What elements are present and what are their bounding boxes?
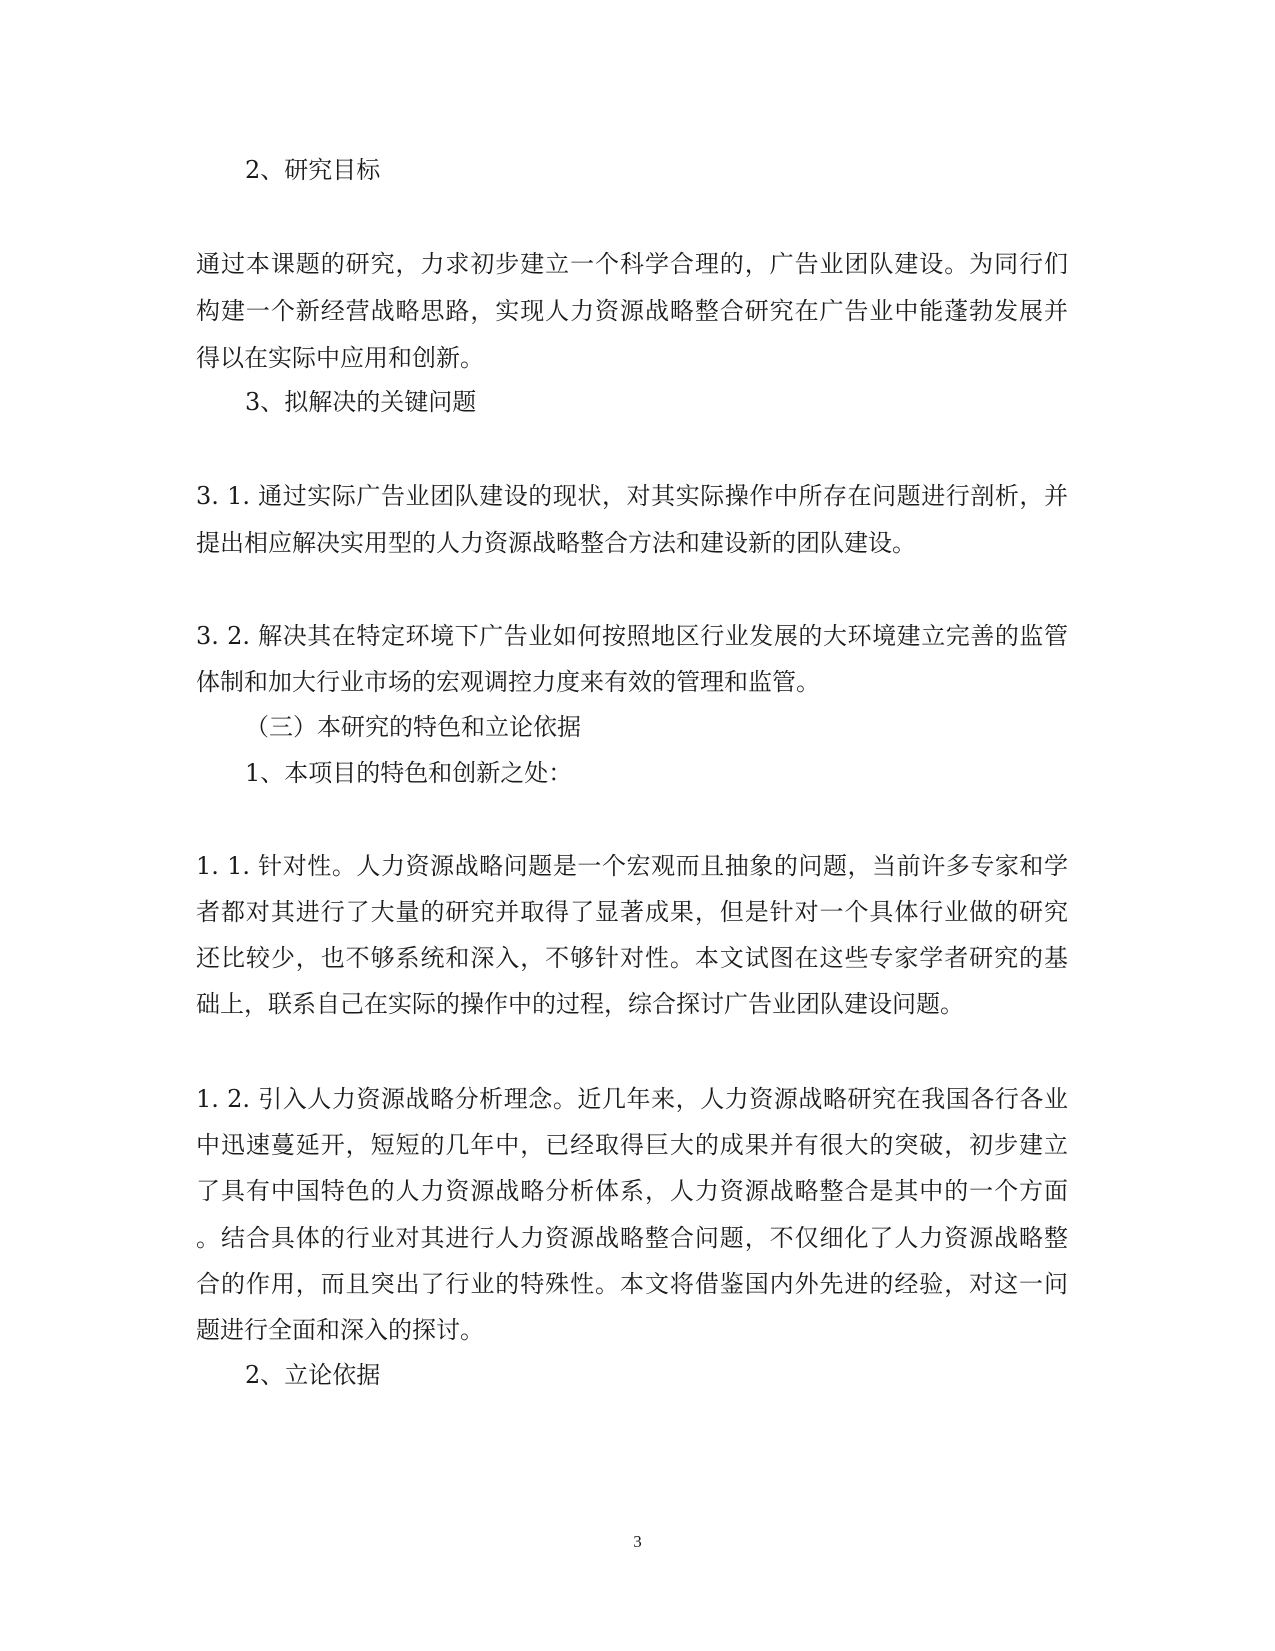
paragraph-line: 3. 2. 解决其在特定环境下广告业如何按照地区行业发展的大环境建立完善的监管 xyxy=(196,622,1068,650)
paragraph-line: 础上，联系自己在实际的操作中的过程，综合探讨广告业团队建设问题。 xyxy=(196,990,964,1018)
section-heading-innovations: 1、本项目的特色和创新之处： xyxy=(245,759,573,787)
paragraph-line: 了具有中国特色的人力资源战略分析体系，人力资源战略整合是其中的一个方面 xyxy=(196,1177,1068,1205)
section-heading-features-basis: （三）本研究的特色和立论依据 xyxy=(245,713,581,741)
paragraph-line: 者都对其进行了大量的研究并取得了显著成果，但是针对一个具体行业做的研究 xyxy=(196,898,1068,926)
paragraph-line: 构建一个新经营战略思路，实现人力资源战略整合研究在广告业中能蓬勃发展并 xyxy=(196,297,1068,325)
paragraph-line: 。结合具体的行业对其进行人力资源战略整合问题，不仅细化了人力资源战略整 xyxy=(196,1224,1068,1252)
paragraph-line: 通过本课题的研究，力求初步建立一个科学合理的，广告业团队建设。为同行们 xyxy=(196,250,1068,278)
paragraph-line: 得以在实际中应用和创新。 xyxy=(196,344,484,372)
section-heading-research-goal: 2、研究目标 xyxy=(245,156,381,184)
paragraph-line: 中迅速蔓延开，短短的几年中，已经取得巨大的成果并有很大的突破，初步建立 xyxy=(196,1131,1068,1159)
section-heading-basis: 2、立论依据 xyxy=(245,1361,381,1389)
page-number: 3 xyxy=(633,1532,642,1551)
paragraph-line: 1. 2. 引入人力资源战略分析理念。近几年来，人力资源战略研究在我国各行各业 xyxy=(196,1085,1068,1113)
paragraph-line: 题进行全面和深入的探讨。 xyxy=(196,1316,484,1344)
section-heading-key-problems: 3、拟解决的关键问题 xyxy=(245,388,477,416)
paragraph-line: 3. 1. 通过实际广告业团队建设的现状，对其实际操作中所存在问题进行剖析，并 xyxy=(196,482,1068,510)
paragraph-line: 1. 1. 针对性。人力资源战略问题是一个宏观而且抽象的问题，当前许多专家和学 xyxy=(196,852,1068,880)
paragraph-line: 还比较少，也不够系统和深入，不够针对性。本文试图在这些专家学者研究的基 xyxy=(196,944,1068,972)
paragraph-line: 合的作用，而且突出了行业的特殊性。本文将借鉴国内外先进的经验，对这一问 xyxy=(196,1270,1068,1298)
paragraph-line: 提出相应解决实用型的人力资源战略整合方法和建设新的团队建设。 xyxy=(196,529,916,557)
paragraph-line: 体制和加大行业市场的宏观调控力度来有效的管理和监管。 xyxy=(196,668,820,696)
